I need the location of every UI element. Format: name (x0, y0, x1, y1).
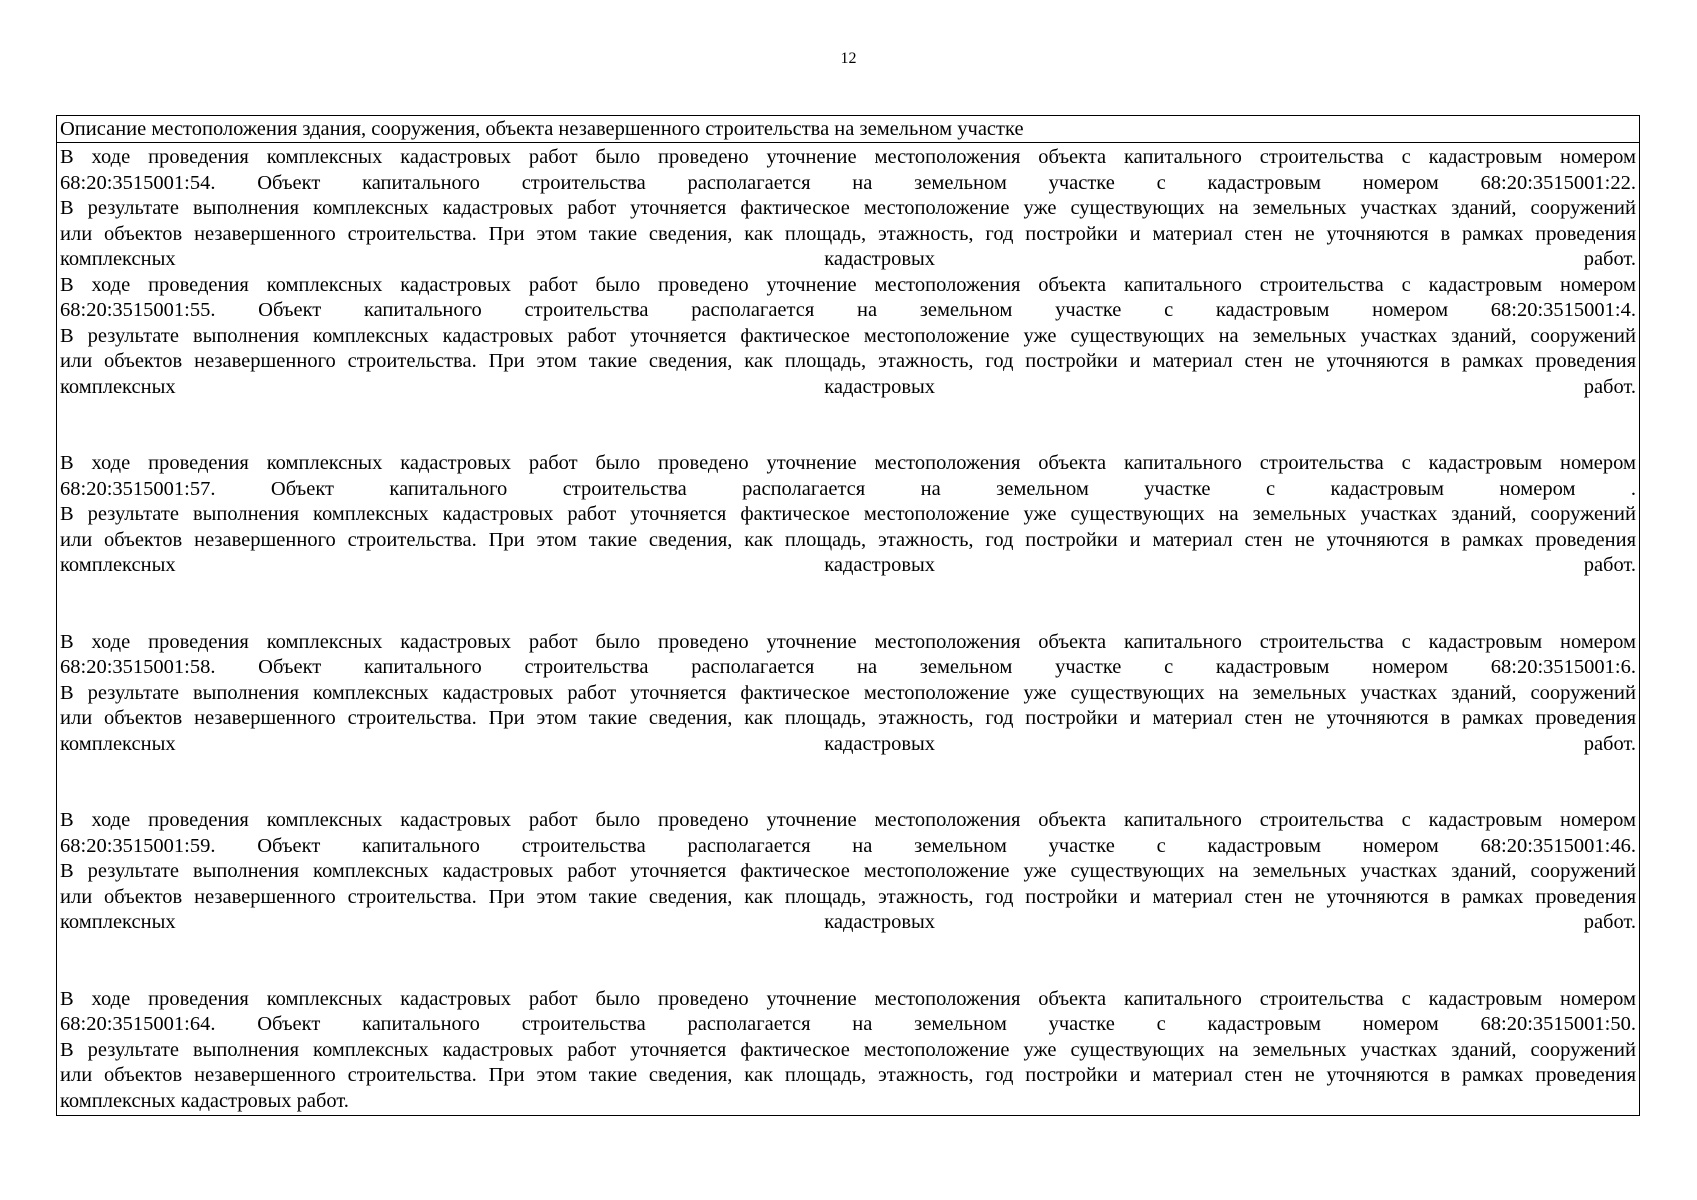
entry-line: или объектов незавершенного строительства. При этом такие сведения, как площадь, этажность, год постройки и материал стен не уточняются в рамках проведения (60, 528, 1636, 551)
entry-line: или объектов незавершенного строительства. При этом такие сведения, как площадь, этажность, год постройки и материал стен не уточняются в рамках проведения (60, 885, 1636, 908)
location-description-table (56, 115, 1640, 1116)
entry-line: комплексных кадастровых работ. (60, 1089, 349, 1112)
entry-line: В ходе проведения комплексных кадастровых работ было проведено уточнение местоположения объекта капитального строительства с кадастровым номером (60, 452, 1636, 474)
entry-line: комплексных кадастровых работ. (60, 732, 1636, 755)
entry-spacer (60, 400, 1636, 451)
entry-line: В ходе проведения комплексных кадастровых работ было проведено уточнение местоположения объекта капитального строительства с кадастровым номером (60, 987, 1636, 1010)
description-entry (60, 145, 1636, 273)
entry-line: 68:20:3515001:57. Объект капитального строительства располагается на земельном участке с кадастровым номером . (60, 477, 1636, 500)
description-entry (60, 630, 1636, 758)
entry-line: комплексных кадастровых работ. (60, 375, 1636, 398)
entry-line: комплексных кадастровых работ. (60, 248, 1636, 270)
page-number: 12 (840, 50, 857, 67)
entry-line: или объектов незавершенного строительства. При этом такие сведения, как площадь, этажность, год постройки и материал стен не уточняются в рамках проведения (60, 707, 1636, 729)
entry-line: или объектов незавершенного строительства. При этом такие сведения, как площадь, этажность, год постройки и материал стен не уточняются в рамках проведения (60, 222, 1636, 245)
description-entry (60, 273, 1636, 401)
description-entry (60, 451, 1636, 579)
entry-line: В результате выполнения комплексных кадастровых работ уточняется фактическое местоположение уже существующих на земельных участках зданий, сооружений (60, 197, 1636, 219)
entry-line: В результате выполнения комплексных кадастровых работ уточняется фактическое местоположение уже существующих на земельных участках зданий, сооружений (60, 503, 1636, 525)
entry-spacer (60, 936, 1636, 987)
table-header: Описание местоположения здания, сооружения, объекта незавершенного строительства на земельном участке (57, 116, 1639, 143)
table-body (57, 143, 1639, 1115)
entry-line: комплексных кадастровых работ. (60, 911, 1636, 933)
entry-line: или объектов незавершенного строительства. При этом такие сведения, как площадь, этажность, год постройки и материал стен не уточняются в рамках проведения (60, 350, 1636, 372)
entry-line: В результате выполнения комплексных кадастровых работ уточняется фактическое местоположение уже существующих на земельных участках зданий, сооружений (60, 681, 1636, 704)
entry-line: 68:20:3515001:58. Объект капитального строительства располагается на земельном участке с кадастровым номером 68:20:3515001:6. (60, 656, 1636, 678)
description-entry (60, 808, 1636, 936)
entry-line: 68:20:3515001:64. Объект капитального строительства располагается на земельном участке с кадастровым номером 68:20:3515001:50. (60, 1013, 1636, 1035)
entry-line: В результате выполнения комплексных кадастровых работ уточняется фактическое местоположение уже существующих на земельных участках зданий, сооружений (60, 860, 1636, 882)
entry-spacer (60, 757, 1636, 808)
entry-line: 68:20:3515001:55. Объект капитального строительства располагается на земельном участке с кадастровым номером 68:20:3515001:4. (60, 299, 1636, 321)
entry-line: В ходе проведения комплексных кадастровых работ было проведено уточнение местоположения объекта капитального строительства с кадастровым номером (60, 146, 1636, 168)
entry-spacer (60, 579, 1636, 630)
entry-line: 68:20:3515001:59. Объект капитального строительства располагается на земельном участке с кадастровым номером 68:20:3515001:46. (60, 834, 1636, 857)
entry-line: комплексных кадастровых работ. (60, 554, 1636, 576)
entry-line: В результате выполнения комплексных кадастровых работ уточняется фактическое местоположение уже существующих на земельных участках зданий, сооружений (60, 1038, 1636, 1061)
entry-line: 68:20:3515001:54. Объект капитального строительства располагается на земельном участке с кадастровым номером 68:20:3515001:22. (60, 171, 1636, 194)
entry-line: В ходе проведения комплексных кадастровых работ было проведено уточнение местоположения объекта капитального строительства с кадастровым номером (60, 630, 1636, 653)
description-entry (60, 987, 1636, 1115)
entry-line: В ходе проведения комплексных кадастровых работ было проведено уточнение местоположения объекта капитального строительства с кадастровым номером (60, 273, 1636, 296)
entry-line: В результате выполнения комплексных кадастровых работ уточняется фактическое местоположение уже существующих на земельных участках зданий, сооружений (60, 324, 1636, 347)
entry-line: В ходе проведения комплексных кадастровых работ было проведено уточнение местоположения объекта капитального строительства с кадастровым номером (60, 809, 1636, 831)
entry-line: или объектов незавершенного строительства. При этом такие сведения, как площадь, этажность, год постройки и материал стен не уточняются в рамках проведения (60, 1064, 1636, 1086)
